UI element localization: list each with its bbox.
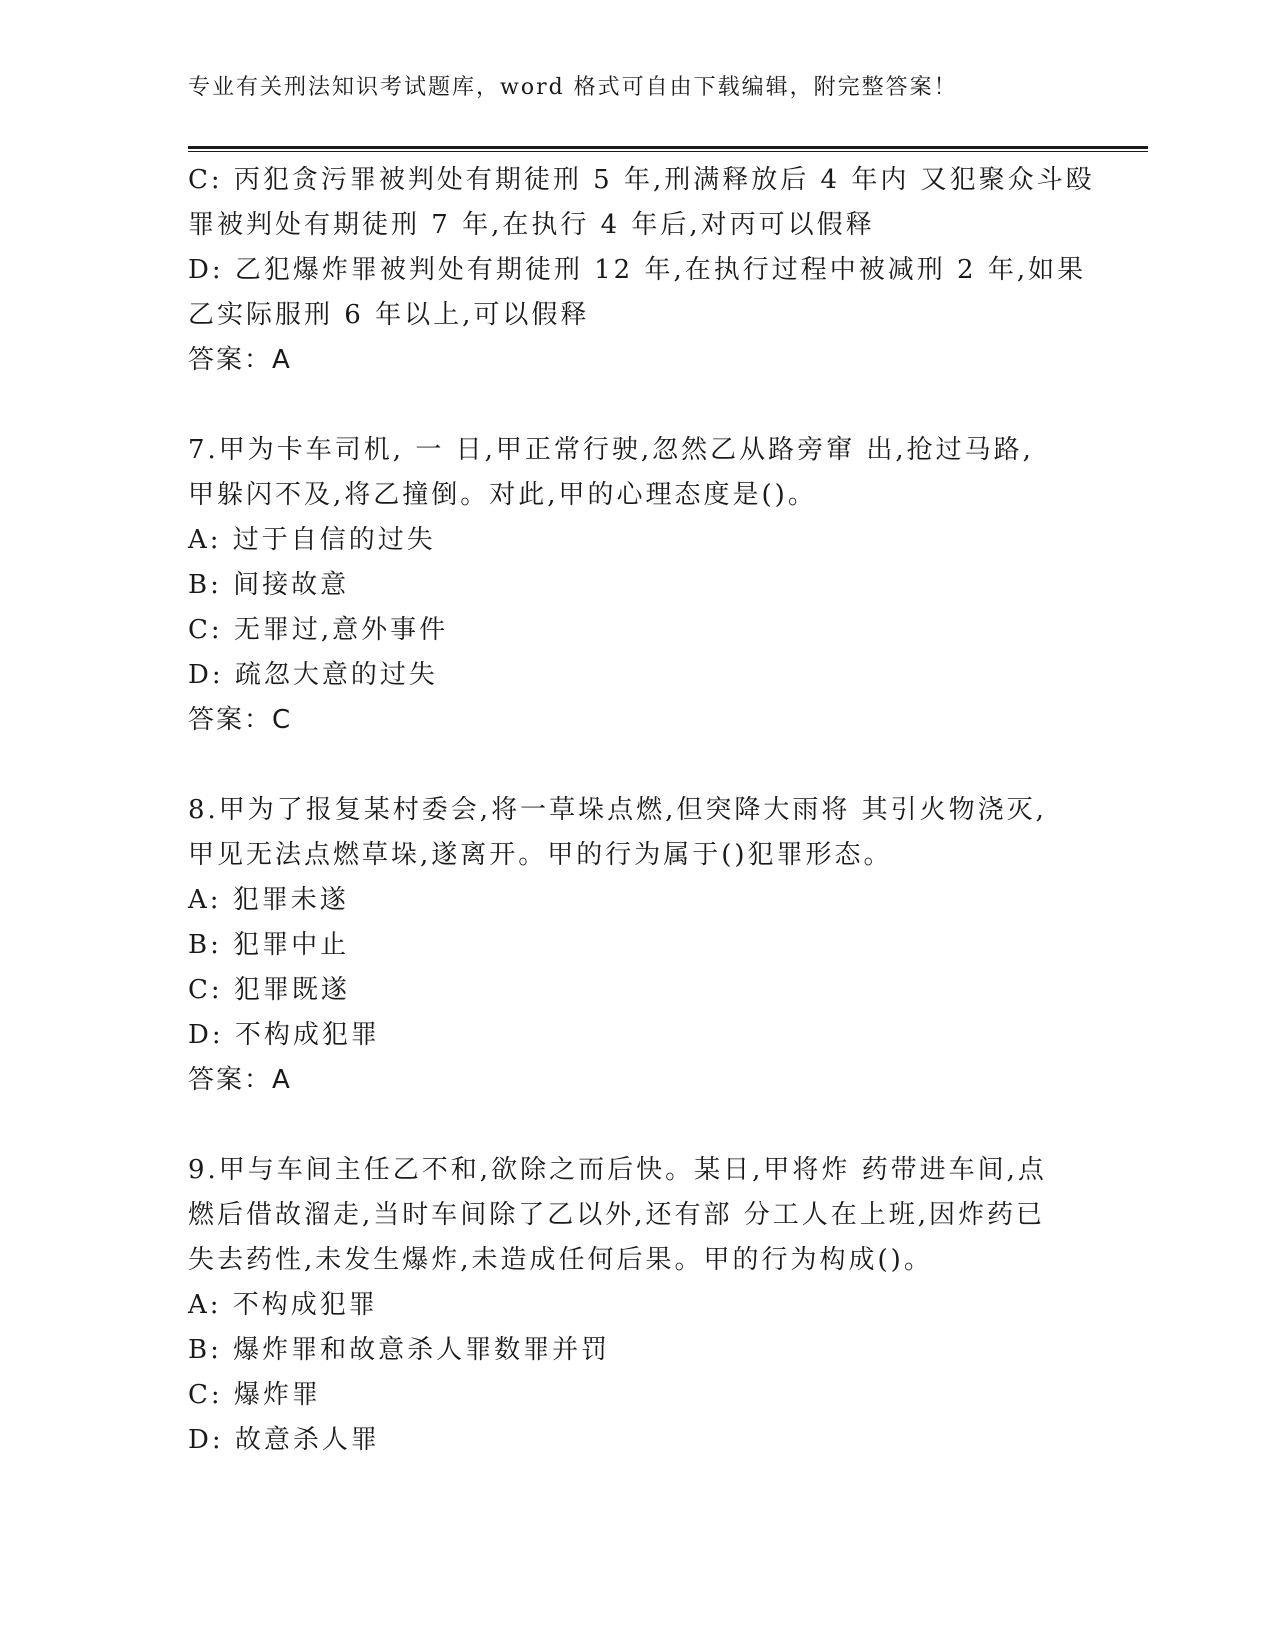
header-rule [188,146,1148,149]
option-c: C: 爆炸罪 [188,1380,321,1410]
question-9 [188,1148,1088,1463]
answer-label: 答案：A [188,1065,292,1095]
question-6-continued [188,158,1095,383]
header-rule-thin [188,151,1148,152]
option-b: B: 犯罪中止 [188,930,350,960]
question-stem: 8.甲为了报复某村委会,将一草垛点燃,但突降大雨将 其引火物浇灭, [188,795,1047,825]
spacer [188,1103,1088,1148]
option-d: D: 乙犯爆炸罪被判处有期徒刑 12 年,在执行过程中被减刑 2 年,如果 [188,255,1087,285]
page-header: 专业有关刑法知识考试题库，word 格式可自由下载编辑，附完整答案！ [188,75,958,100]
option-c: C: 犯罪既遂 [188,975,350,1005]
answer-label: 答案：C [188,705,293,735]
option-c: C: 丙犯贪污罪被判处有期徒刑 5 年,刑满释放后 4 年内 又犯聚众斗殴 [188,165,1095,195]
option-d: D: 故意杀人罪 [188,1425,380,1455]
option-d: D: 疏忽大意的过失 [188,660,438,690]
option-c-continued: 罪被判处有期徒刑 7 年,在执行 4 年后,对丙可以假释 [188,210,875,240]
answer-label: 答案：A [188,345,292,375]
question-stem-continued: 甲见无法点燃草垛,遂离开。甲的行为属于()犯罪形态。 [188,840,893,870]
option-b: B: 间接故意 [188,570,350,600]
question-stem: 9.甲与车间主任乙不和,欲除之而后快。某日,甲将炸 药带进车间,点 [188,1155,1047,1185]
option-a: A: 不构成犯罪 [188,1290,378,1320]
question-stem-continued: 燃后借故溜走,当时车间除了乙以外,还有部 分工人在上班,因炸药已 [188,1200,1046,1230]
option-a: A: 犯罪未遂 [188,885,349,915]
option-c: C: 无罪过,意外事件 [188,615,449,645]
option-d: D: 不构成犯罪 [188,1020,380,1050]
option-d-continued: 乙实际服刑 6 年以上,可以假释 [188,300,590,330]
question-8 [188,788,1088,1103]
option-a: A: 过于自信的过失 [188,525,436,555]
question-content [188,158,1095,1463]
question-stem: 7.甲为卡车司机, 一 日,甲正常行驶,忽然乙从路旁窜 出,抢过马路, [188,435,1034,465]
spacer [188,383,1088,428]
question-stem-continued: 失去药性,未发生爆炸,未造成任何后果。甲的行为构成()。 [188,1245,933,1275]
question-stem-continued: 甲躲闪不及,将乙撞倒。对此,甲的心理态度是()。 [188,480,817,510]
question-7 [188,428,1088,743]
spacer [188,743,1088,788]
option-b: B: 爆炸罪和故意杀人罪数罪并罚 [188,1335,611,1365]
